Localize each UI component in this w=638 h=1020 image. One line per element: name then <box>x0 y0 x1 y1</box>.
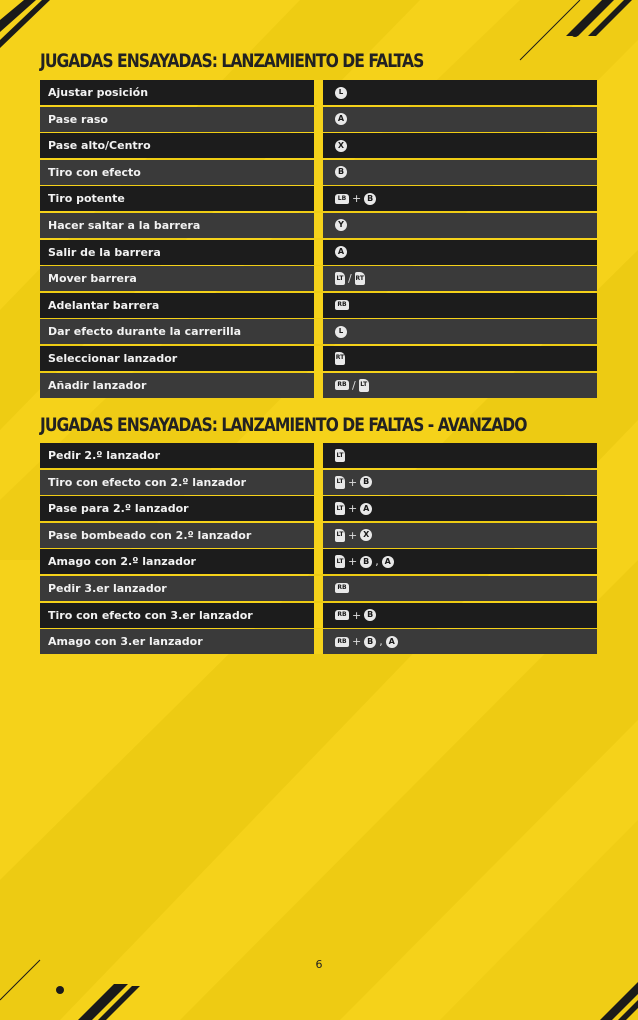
column-divider <box>314 470 323 495</box>
trigger-icon: LT <box>335 272 345 285</box>
control-combo <box>323 272 365 285</box>
control-combo <box>323 635 398 648</box>
table-row <box>40 160 597 185</box>
table-row <box>40 319 597 344</box>
button-icon: B <box>360 476 372 488</box>
button-icon: A <box>335 246 347 258</box>
control-combo <box>323 219 347 231</box>
button-icon: B <box>364 609 376 621</box>
action-label: Dar efecto durante la carrerilla <box>48 325 242 339</box>
action-label: Mover barrera <box>48 272 137 286</box>
combo-separator: + <box>348 528 358 542</box>
bumper-icon: LB <box>335 194 349 204</box>
trigger-icon: LT <box>335 502 345 515</box>
column-divider <box>314 496 323 521</box>
button-icon: A <box>360 503 372 515</box>
trigger-icon: LT <box>359 379 369 392</box>
table-row <box>40 603 597 628</box>
table-row <box>40 576 597 601</box>
section-title-free-kicks: JUGADAS ENSAYADAS: LANZAMIENTO DE FALTAS <box>40 50 424 72</box>
button-icon: B <box>364 636 376 648</box>
button-icon: A <box>386 636 398 648</box>
control-combo <box>323 326 347 338</box>
controls-table-free-kicks-advanced <box>40 443 597 656</box>
combo-separator: + <box>348 555 358 569</box>
column-divider <box>314 213 323 238</box>
column-divider <box>314 603 323 628</box>
control-combo <box>323 529 372 542</box>
column-divider <box>314 107 323 132</box>
trigger-icon: RT <box>335 352 345 365</box>
table-row <box>40 443 597 468</box>
control-combo <box>323 555 394 568</box>
action-label: Amago con 3.er lanzador <box>48 635 203 649</box>
bumper-icon: RB <box>335 637 349 647</box>
action-label: Adelantar barrera <box>48 298 160 312</box>
action-label: Tiro con efecto <box>48 165 141 179</box>
control-combo <box>323 140 347 152</box>
button-icon: B <box>360 556 372 568</box>
action-label: Hacer saltar a la barrera <box>48 218 201 232</box>
column-divider <box>314 80 323 105</box>
action-label: Seleccionar lanzador <box>48 351 178 365</box>
control-combo <box>323 300 349 310</box>
button-icon: A <box>335 113 347 125</box>
table-row <box>40 470 597 495</box>
column-divider <box>314 293 323 318</box>
table-row <box>40 186 597 211</box>
button-icon: X <box>335 140 347 152</box>
combo-separator: / <box>348 272 352 286</box>
control-combo <box>323 87 347 99</box>
table-row <box>40 80 597 105</box>
control-combo <box>323 502 372 515</box>
action-label: Tiro con efecto con 3.er lanzador <box>48 608 253 622</box>
combo-separator: + <box>348 475 358 489</box>
column-divider <box>314 549 323 574</box>
combo-separator: , <box>375 555 379 569</box>
trigger-icon: LT <box>335 555 345 568</box>
action-label: Pase raso <box>48 112 108 126</box>
button-icon: Y <box>335 219 347 231</box>
action-label: Pedir 2.º lanzador <box>48 449 160 462</box>
action-label: Pedir 3.er lanzador <box>48 581 167 595</box>
bumper-icon: RB <box>335 300 349 310</box>
combo-separator: + <box>352 608 362 622</box>
action-label: Amago con 2.º lanzador <box>48 555 196 569</box>
control-combo <box>323 449 345 462</box>
bumper-icon: RB <box>335 610 349 620</box>
column-divider <box>314 266 323 291</box>
column-divider <box>314 576 323 601</box>
table-row <box>40 133 597 158</box>
action-label: Tiro con efecto con 2.º lanzador <box>48 475 247 489</box>
bumper-icon: RB <box>335 380 349 390</box>
column-divider <box>314 629 323 654</box>
action-label: Salir de la barrera <box>48 245 161 259</box>
stick-icon: L <box>335 87 347 99</box>
table-row <box>40 549 597 574</box>
action-label: Añadir lanzador <box>48 378 147 392</box>
button-icon: X <box>360 529 372 541</box>
stick-icon: L <box>335 326 347 338</box>
action-label: Pase alto/Centro <box>48 139 151 153</box>
column-divider <box>314 523 323 548</box>
column-divider <box>314 160 323 185</box>
action-label: Pase bombeado con 2.º lanzador <box>48 528 252 542</box>
trigger-icon: RT <box>355 272 365 285</box>
button-icon: B <box>364 193 376 205</box>
combo-separator: + <box>352 635 362 649</box>
control-combo <box>323 476 372 489</box>
trigger-icon: LT <box>335 449 345 462</box>
control-combo <box>323 609 376 622</box>
control-combo <box>323 166 347 178</box>
trigger-icon: LT <box>335 476 345 489</box>
table-row <box>40 240 597 265</box>
control-combo <box>323 583 349 593</box>
action-label: Pase para 2.º lanzador <box>48 502 189 516</box>
combo-separator: + <box>348 502 358 516</box>
controls-table-free-kicks <box>40 80 597 399</box>
table-row <box>40 373 597 398</box>
control-combo <box>323 113 347 125</box>
button-icon: A <box>382 556 394 568</box>
action-label: Tiro potente <box>48 192 125 206</box>
column-divider <box>314 346 323 371</box>
combo-separator: / <box>352 378 356 392</box>
corner-dot <box>56 986 64 994</box>
button-icon: B <box>335 166 347 178</box>
table-row <box>40 266 597 291</box>
table-row <box>40 496 597 521</box>
page-number: 6 <box>315 958 323 971</box>
combo-separator: + <box>352 192 362 206</box>
column-divider <box>314 443 323 468</box>
corner-dot <box>571 29 579 37</box>
column-divider <box>314 240 323 265</box>
trigger-icon: LT <box>335 529 345 542</box>
table-row <box>40 629 597 654</box>
combo-separator: , <box>379 635 383 649</box>
bumper-icon: RB <box>335 583 349 593</box>
table-row <box>40 346 597 371</box>
control-combo <box>323 192 376 205</box>
table-row <box>40 293 597 318</box>
control-combo <box>323 246 347 258</box>
section-title-free-kicks-advanced: JUGADAS ENSAYADAS: LANZAMIENTO DE FALTAS - AVANZADO <box>40 414 527 436</box>
control-combo <box>323 379 369 392</box>
action-label: Ajustar posición <box>48 86 149 99</box>
table-row <box>40 107 597 132</box>
column-divider <box>314 133 323 158</box>
column-divider <box>314 373 323 398</box>
table-row <box>40 523 597 548</box>
column-divider <box>314 319 323 344</box>
control-combo <box>323 352 345 365</box>
column-divider <box>314 186 323 211</box>
table-row <box>40 213 597 238</box>
